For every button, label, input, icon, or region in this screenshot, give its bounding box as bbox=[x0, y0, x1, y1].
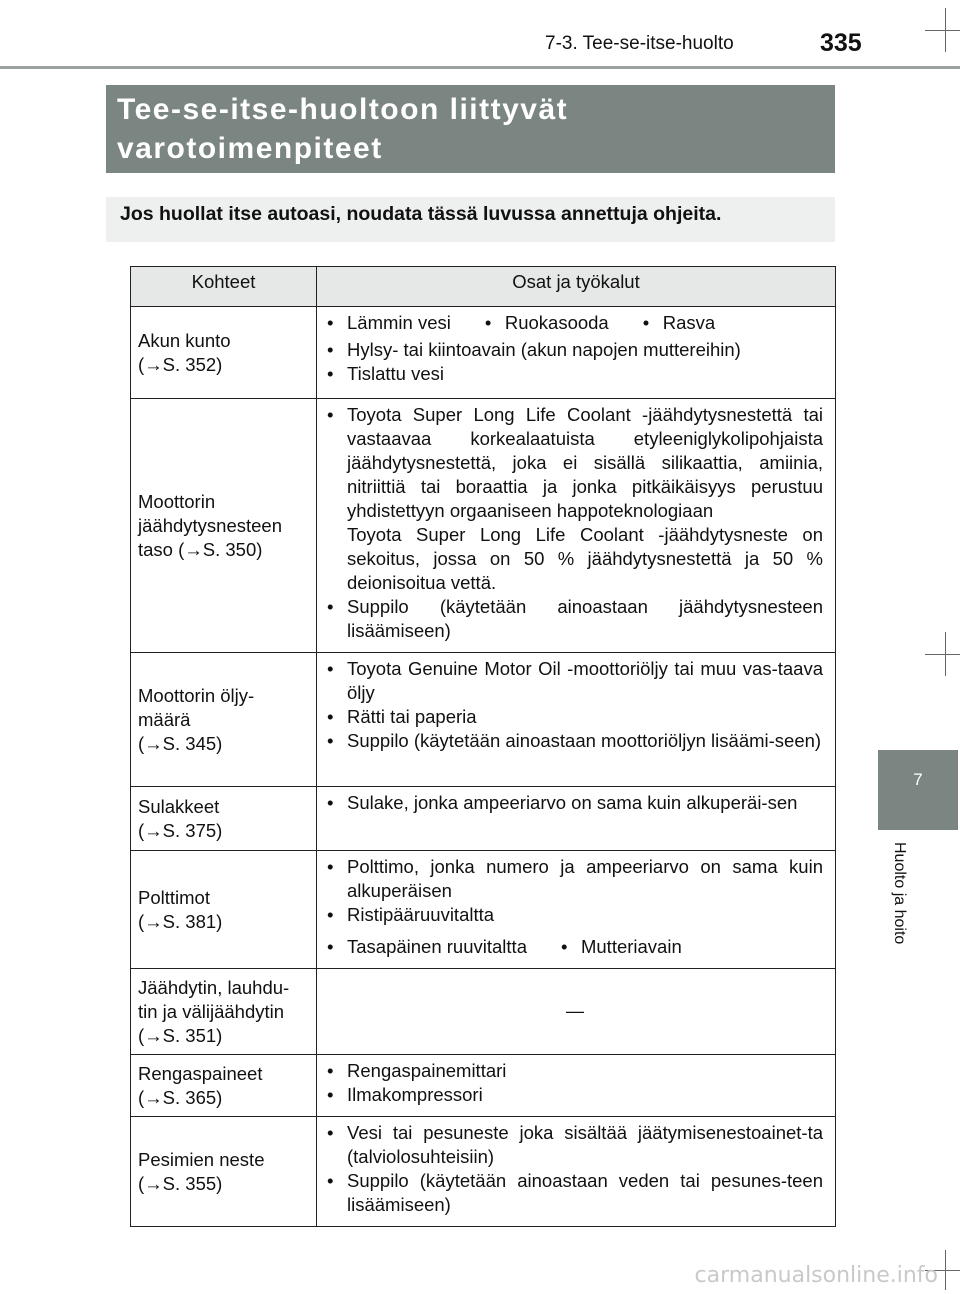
chapter-label: Huolto ja hoito bbox=[891, 842, 908, 945]
item-line: Rengaspaineet bbox=[138, 1062, 263, 1084]
tools-cell bbox=[317, 851, 836, 969]
item-line: Moottorin öljy- bbox=[138, 684, 255, 706]
item-line: taso (→S. 350) bbox=[138, 538, 263, 560]
bullet-text: Sulake, jonka ampeeriarvo on sama kuin alkuperäi-sen bbox=[347, 792, 798, 813]
page-number: 335 bbox=[820, 29, 862, 57]
item-cell bbox=[131, 969, 317, 1055]
bullet-dot: • bbox=[327, 312, 334, 333]
bullet-dot: • bbox=[327, 936, 334, 957]
bullet-dot: • bbox=[327, 730, 334, 751]
inline-bullets bbox=[327, 935, 823, 959]
bullet-item bbox=[327, 338, 823, 362]
bullet-item bbox=[327, 1121, 823, 1169]
watermark: carmanualsonline.info bbox=[694, 1263, 938, 1288]
bullet-dot: • bbox=[642, 312, 650, 333]
tools-cell bbox=[317, 653, 836, 787]
bullet-dot: • bbox=[327, 856, 334, 877]
bullet-item bbox=[327, 403, 823, 595]
bullet-item bbox=[327, 903, 823, 927]
tools-cell bbox=[317, 307, 836, 399]
table-row bbox=[131, 307, 836, 399]
bullet-text: Vesi tai pesuneste joka sisältää jäätymisenestoainet-ta (talviolosuhteisiin) bbox=[347, 1122, 823, 1167]
bullet-text: Toyota Genuine Motor Oil -moottoriöljy tai muu vas-taava öljy bbox=[347, 658, 823, 703]
item-line: Sulakkeet bbox=[138, 795, 220, 817]
bullet-text: Rasva bbox=[662, 312, 716, 333]
bullet-dot: • bbox=[327, 658, 334, 679]
section-header: 7-3. Tee-se-itse-huolto bbox=[545, 33, 734, 54]
item-line: Jäähdytin, lauhdu- bbox=[138, 976, 290, 998]
table-row bbox=[131, 851, 836, 969]
bullet-item bbox=[327, 791, 823, 815]
bullet-item bbox=[327, 1059, 823, 1083]
bullet-dot: • bbox=[484, 312, 492, 333]
bullet-dot: • bbox=[327, 596, 334, 617]
item-cell bbox=[131, 307, 317, 399]
bullet-text: Ristipääruuvitaltta bbox=[347, 904, 495, 925]
title-line: varotoimenpiteet bbox=[117, 132, 383, 165]
item-line: (→S. 375) bbox=[138, 819, 223, 841]
column-header: Osat ja työkalut bbox=[317, 267, 836, 307]
bullet-dot: • bbox=[327, 792, 334, 813]
item-line: (→S. 352) bbox=[138, 353, 223, 375]
table-row bbox=[131, 969, 836, 1055]
item-line: (→S. 355) bbox=[138, 1172, 223, 1194]
item-line: jäähdytysnesteen bbox=[138, 514, 282, 536]
table-header-row bbox=[131, 267, 836, 307]
bullet-dot: • bbox=[327, 404, 334, 425]
tools-table bbox=[130, 266, 836, 1227]
bullet-text: Lämmin vesi bbox=[347, 312, 451, 333]
bullet-text: Hylsy- tai kiintoavain (akun napojen muttereihin) bbox=[347, 339, 741, 360]
column-header: Kohteet bbox=[131, 267, 317, 307]
bullet-item bbox=[327, 362, 823, 386]
bullet-dot: • bbox=[327, 706, 334, 727]
bullet-text: Polttimo, jonka numero ja ampeeriarvo on sama kuin alkuperäisen bbox=[347, 856, 823, 901]
intro-text: Jos huollat itse autoasi, noudata tässä luvussa annettuja ohjeita. bbox=[106, 197, 835, 242]
bullet-item bbox=[327, 855, 823, 903]
item-line: Moottorin bbox=[138, 490, 216, 512]
bullet-text: Ruokasooda bbox=[504, 312, 609, 333]
bullet-item bbox=[327, 657, 823, 705]
bullet-dot: • bbox=[327, 363, 334, 384]
item-cell bbox=[131, 653, 317, 787]
table-row bbox=[131, 1117, 836, 1227]
bullet-item bbox=[327, 729, 823, 753]
item-line: (→S. 351) bbox=[138, 1024, 223, 1046]
item-line: määrä bbox=[138, 708, 191, 730]
bullet-dot: • bbox=[327, 339, 334, 360]
tools-cell bbox=[317, 1055, 836, 1117]
bullet-text: Suppilo (käytetään ainoastaan moottoriöljyn lisäämi-seen) bbox=[347, 730, 822, 751]
item-line: tin ja välijäähdytin bbox=[138, 1000, 285, 1022]
bullet-text: Toyota Super Long Life Coolant -jäähdytysnestettä tai vastaavaa korkealaatuista etyleeniglykolipohjaista jäähdytysnestettä, joka ei sisällä silikaattia, amiinia, nitriittiä tai boraattia ja jonka pitkäikäisyys perustuu yhdistettyyn orgaaniseen happoteknologiaan Toyota Super Long Life Coolant -jäähdytysneste on sekoitus, jossa on 50 % jäähdytysnestettä ja 50 % deionisoitua vettä. bbox=[347, 404, 823, 593]
item-cell bbox=[131, 1055, 317, 1117]
tools-cell bbox=[317, 969, 836, 1055]
tools-cell bbox=[317, 399, 836, 653]
item-cell bbox=[131, 851, 317, 969]
bullet-dot: • bbox=[327, 1060, 334, 1081]
bullet-text: Mutteriavain bbox=[580, 936, 682, 957]
item-line: Akun kunto bbox=[138, 329, 231, 351]
bullet-item bbox=[327, 1083, 823, 1107]
item-cell bbox=[131, 1117, 317, 1227]
table-row bbox=[131, 653, 836, 787]
bullet-text: Tasapäinen ruuvitaltta bbox=[347, 936, 527, 957]
crop-mark bbox=[925, 654, 960, 655]
bullet-text: Suppilo (käytetään ainoastaan veden tai pesunes-teen lisäämiseen) bbox=[347, 1170, 823, 1215]
bullet-item bbox=[327, 705, 823, 729]
chapter-tab bbox=[878, 750, 958, 830]
empty-dash: — bbox=[566, 1001, 584, 1021]
item-line: (→S. 365) bbox=[138, 1086, 223, 1108]
table-row bbox=[131, 787, 836, 851]
title-line: Tee-se-itse-huoltoon liittyvät bbox=[117, 93, 569, 126]
bullet-text: Rengaspainemittari bbox=[347, 1060, 507, 1081]
bullet-text: Rätti tai paperia bbox=[347, 706, 477, 727]
bullet-dot: • bbox=[327, 1170, 334, 1191]
item-line: (→S. 345) bbox=[138, 732, 223, 754]
bullet-dot: • bbox=[327, 904, 334, 925]
bullet-text: Suppilo (käytetään ainoastaan jäähdytysnesteen lisäämiseen) bbox=[347, 596, 823, 641]
bullet-dot: • bbox=[327, 1122, 334, 1143]
item-line: (→S. 381) bbox=[138, 910, 223, 932]
item-cell bbox=[131, 787, 317, 851]
tools-cell bbox=[317, 787, 836, 851]
item-cell bbox=[131, 399, 317, 653]
inline-bullets bbox=[327, 311, 823, 335]
bullet-dot: • bbox=[560, 936, 568, 957]
header-rule bbox=[0, 66, 960, 69]
chapter-number: 7 bbox=[913, 770, 923, 789]
table-row bbox=[131, 399, 836, 653]
item-line: Pesimien neste bbox=[138, 1148, 265, 1170]
bullet-item bbox=[327, 1169, 823, 1217]
page-title bbox=[106, 85, 835, 173]
bullet-text: Ilmakompressori bbox=[347, 1084, 483, 1105]
table-row bbox=[131, 1055, 836, 1117]
item-line: Polttimot bbox=[138, 886, 210, 908]
bullet-dot: • bbox=[327, 1084, 334, 1105]
bullet-item bbox=[327, 595, 823, 643]
tools-cell bbox=[317, 1117, 836, 1227]
crop-mark bbox=[925, 30, 960, 31]
bullet-text: Tislattu vesi bbox=[347, 363, 444, 384]
